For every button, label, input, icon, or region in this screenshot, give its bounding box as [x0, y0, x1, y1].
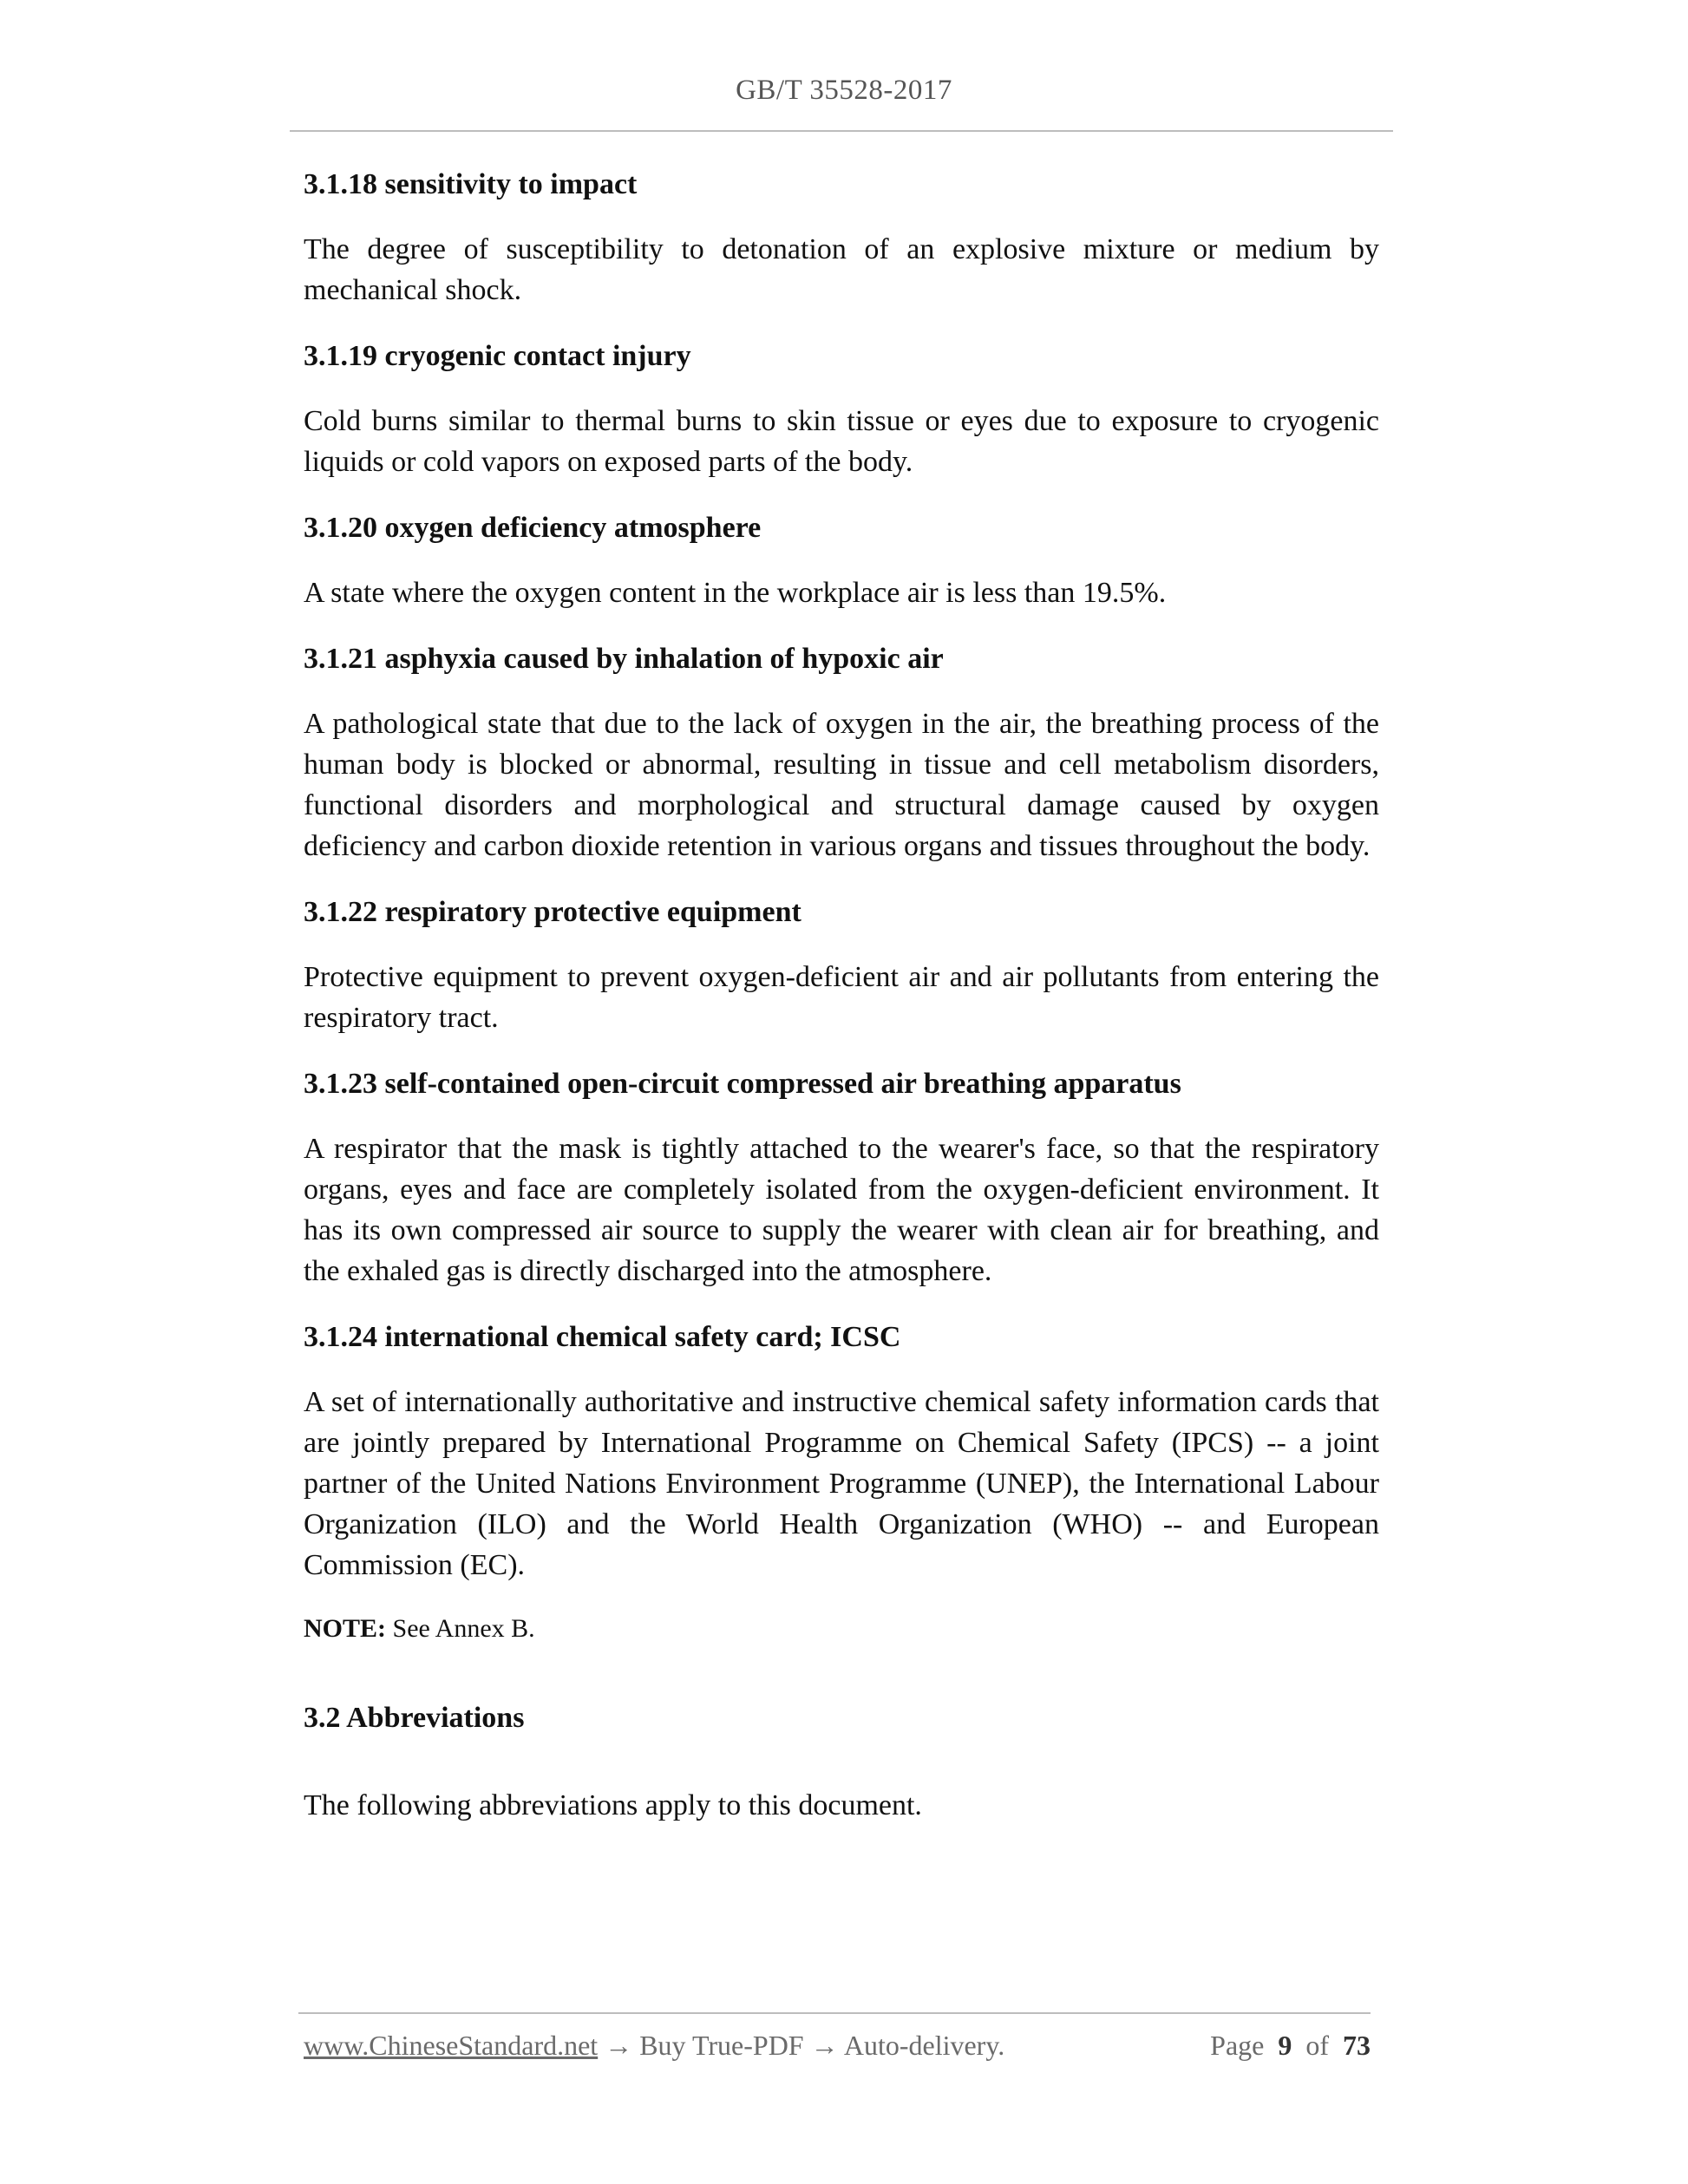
term-3-1-18 [304, 165, 1379, 311]
term-3-1-22 [304, 893, 1379, 1038]
auto-delivery-text: Auto-delivery. [843, 2030, 1005, 2061]
section-heading: 3.2 Abbreviations [304, 1702, 525, 1734]
page-number [1210, 2030, 1371, 2062]
term-definition: A set of internationally authoritative and instructive chemical safety information cards that are jointly prepared by International Programme on Chemical Safety (IPCS) -- a joint partner of the United Nations Environment Programme (UNEP), the International Labour Organization (ILO) and the World Health Organization (WHO) -- and European Commission (EC). [304, 1386, 1379, 1581]
page-label: Page [1210, 2030, 1265, 2061]
term-definition: A state where the oxygen content in the workplace air is less than 19.5%. [304, 577, 1167, 609]
term-3-1-23 [304, 1064, 1379, 1291]
term-heading: 3.1.22 respiratory protective equipment [304, 896, 801, 928]
page-header [0, 75, 1688, 107]
term-3-1-19 [304, 337, 1379, 482]
standard-code: GB/T 35528-2017 [736, 75, 952, 106]
arrow-right-icon: → [598, 2030, 640, 2061]
term-3-1-20 [304, 508, 1379, 613]
term-3-1-21 [304, 639, 1379, 866]
term-definition: The degree of susceptibility to detonation of an explosive mixture or medium by mechanical shock. [304, 233, 1379, 306]
current-page: 9 [1278, 2030, 1292, 2061]
term-definition: Protective equipment to prevent oxygen-deficient air and air pollutants from entering the respiratory tract. [304, 961, 1379, 1034]
term-heading: 3.1.20 oxygen deficiency atmosphere [304, 512, 762, 544]
arrow-right-icon: → [803, 2030, 844, 2061]
footer-promo [304, 2030, 1004, 2062]
website-link[interactable]: www.ChineseStandard.net [304, 2030, 599, 2061]
term-definition: A pathological state that due to the lack of oxygen in the air, the breathing process of the human body is blocked or abnormal, resulting in tissue and cell metabolism disorders, functional disorders and morphological and structural damage caused by oxygen deficiency and carbon dioxide retention in various organs and tissues throughout the body. [304, 708, 1379, 862]
buy-pdf-text: Buy True-PDF [639, 2030, 804, 2061]
term-definition: Cold burns similar to thermal burns to skin tissue or eyes due to exposure to cryogenic liquids or cold vapors on exposed parts of the body. [304, 405, 1379, 478]
total-pages: 73 [1343, 2030, 1371, 2061]
section-intro: The following abbreviations apply to this document. [304, 1789, 922, 1821]
term-heading: 3.1.24 international chemical safety card; ICSC [304, 1321, 901, 1353]
header-divider [290, 130, 1393, 132]
note-text: See Annex B. [386, 1614, 535, 1643]
term-definition: A respirator that the mask is tightly attached to the wearer's face, so that the respiratory organs, eyes and face are completely isolated from the oxygen-deficient environment. It has its own compressed air source to supply the wearer with clean air for breathing, and the exhaled gas is directly discharged into the atmosphere. [304, 1133, 1379, 1287]
term-3-1-24 [304, 1318, 1379, 1586]
footer-divider [298, 2012, 1371, 2014]
note [304, 1612, 1379, 1646]
term-heading: 3.1.18 sensitivity to impact [304, 168, 638, 200]
of-label: of [1305, 2030, 1329, 2061]
term-heading: 3.1.23 self-contained open-circuit compressed air breathing apparatus [304, 1068, 1181, 1100]
term-heading: 3.1.19 cryogenic contact injury [304, 340, 691, 372]
document-body [304, 165, 1379, 1852]
note-label: NOTE: [304, 1614, 387, 1643]
term-heading: 3.1.21 asphyxia caused by inhalation of hypoxic air [304, 643, 944, 675]
